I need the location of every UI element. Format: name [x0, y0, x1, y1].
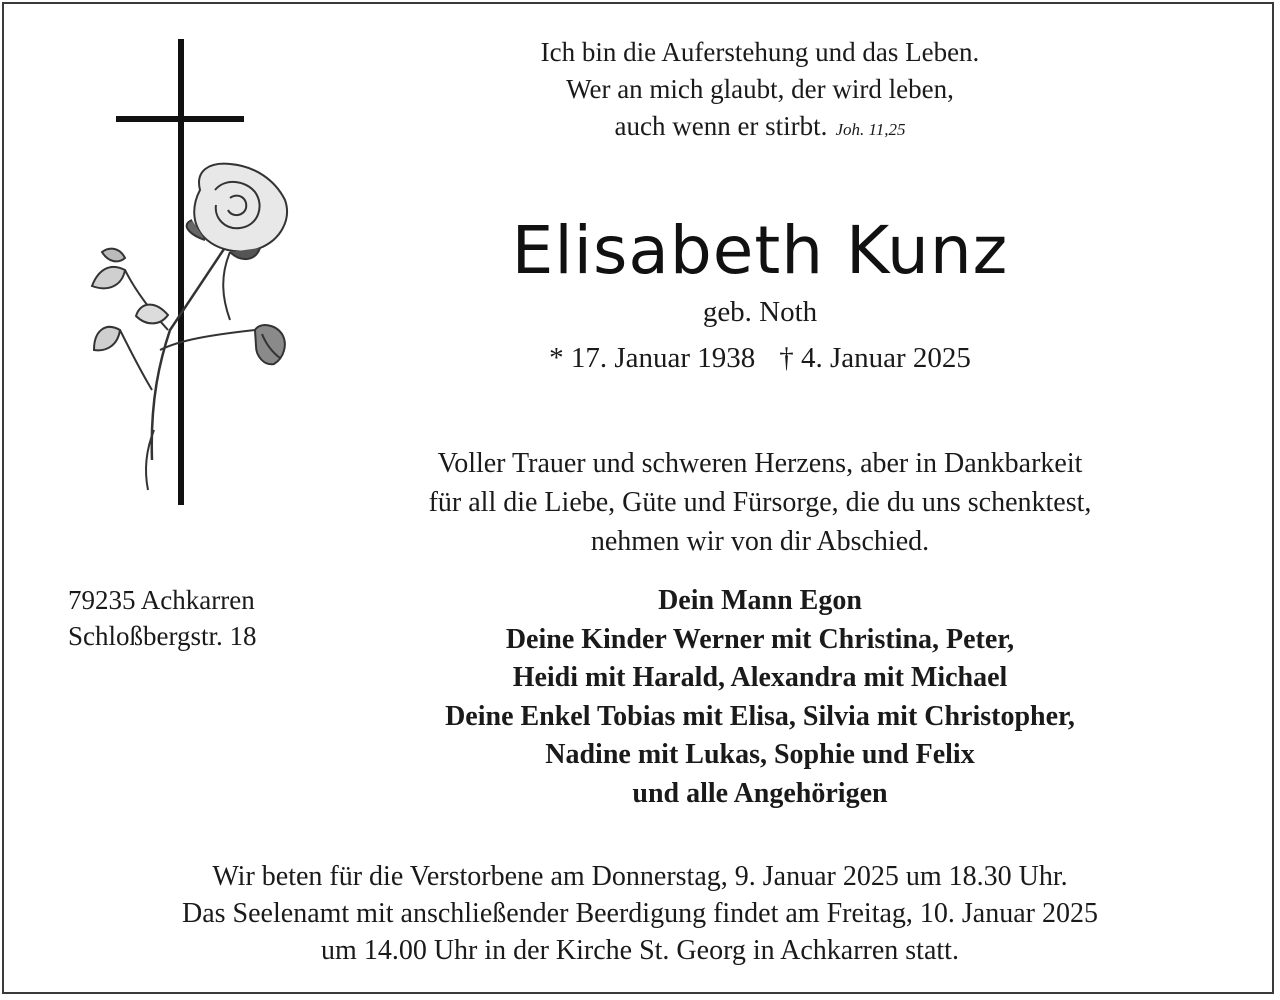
service-info [40, 858, 1240, 969]
verse-line [400, 108, 1120, 148]
mourning-line: Voller Trauer und schweren Herzens, aber in Dankbarkeit [437, 448, 1083, 479]
family-line: und alle Angehörigen [632, 777, 888, 809]
bible-verse [400, 34, 1120, 148]
address-street: Schloßbergstr. 18 [68, 621, 257, 651]
birth-date: * 17. Januar 1938 [549, 342, 756, 374]
mourning-text [330, 444, 1190, 561]
address-city: 79235 Achkarren [68, 585, 255, 615]
family-line: Dein Mann Egon [658, 585, 862, 616]
birth-name: geb. Noth [702, 296, 818, 328]
mourning-line: für all die Liebe, Güte und Fürsorge, die du uns schenktest, [428, 487, 1092, 518]
family-line: Nadine mit Lukas, Sophie und Felix [545, 739, 975, 770]
service-line: Das Seelenamt mit anschließender Beerdigung findet am Freitag, 10. Januar 2025 [182, 898, 1098, 929]
family-line: Heidi mit Harald, Alexandra mit Michael [512, 662, 1008, 693]
death-date: † 4. Januar 2025 [779, 342, 971, 374]
cross-and-rose [80, 30, 310, 520]
verse-line-text: auch wenn er stirbt. [614, 111, 828, 141]
family-line: Deine Enkel Tobias mit Elisa, Silvia mit Christopher, [445, 700, 1075, 732]
verse-line: Ich bin die Auferstehung und das Leben. [540, 37, 980, 67]
deceased-name: Elisabeth Kunz [511, 212, 1009, 289]
address-block [68, 582, 328, 654]
life-dates [460, 342, 1060, 375]
service-line: um 14.00 Uhr in der Kirche St. Georg in Achkarren statt. [321, 935, 959, 966]
verse-line: Wer an mich glaubt, der wird leben, [566, 74, 954, 104]
service-line: Wir beten für die Verstorbene am Donnerstag, 9. Januar 2025 um 18.30 Uhr. [212, 861, 1068, 892]
family-line: Deine Kinder Werner mit Christina, Peter, [505, 623, 1015, 655]
mourning-line: nehmen wir von dir Abschied. [590, 526, 930, 557]
family-list [330, 582, 1190, 813]
verse-reference: Joh. 11,25 [835, 120, 906, 139]
rose-icon [92, 164, 287, 490]
